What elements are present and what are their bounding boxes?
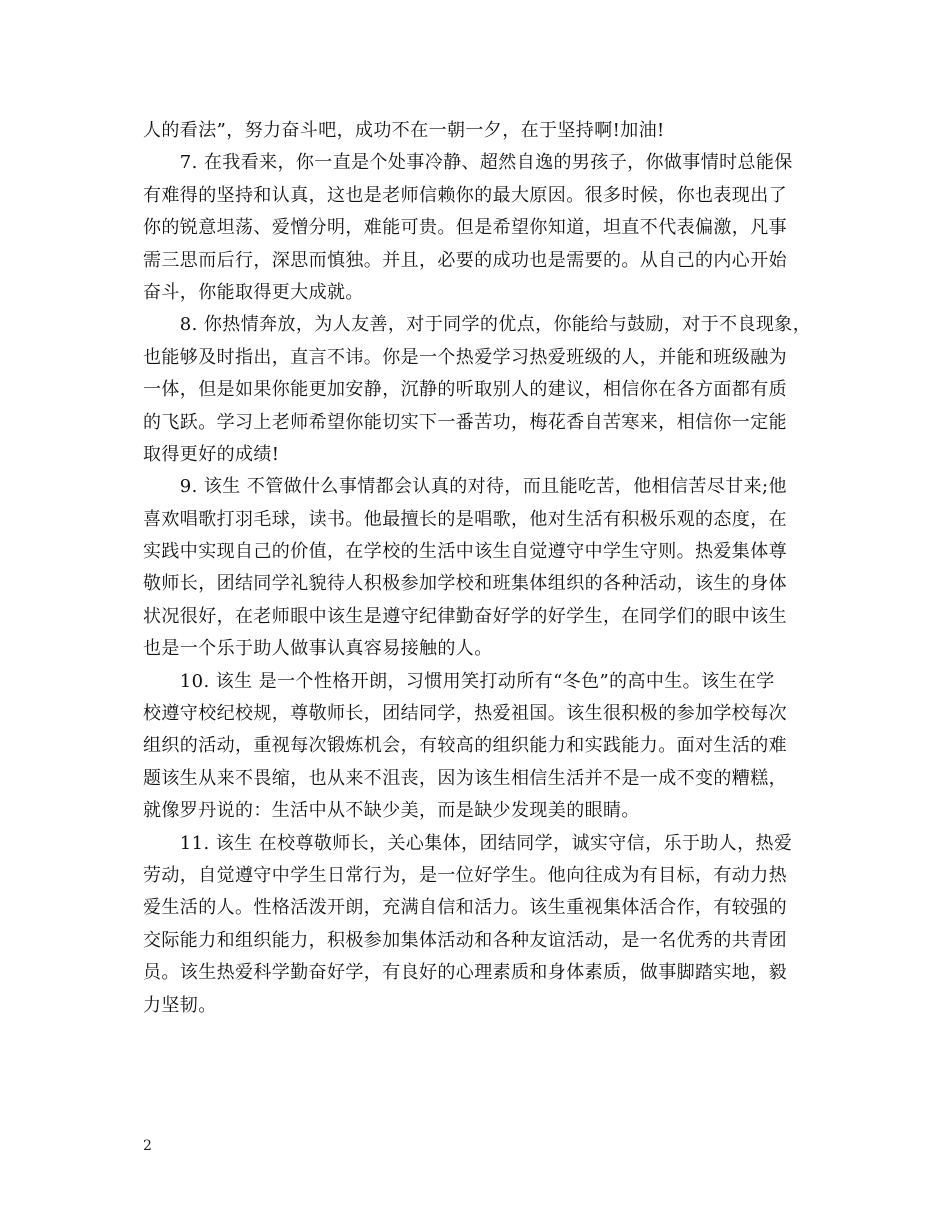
text-line: 题该生从来不畏缩，也从来不沮丧，因为该生相信生活并不是一成不变的糟糕， bbox=[143, 767, 787, 789]
text-line: 也是一个乐于助人做事认真容易接触的人。 bbox=[143, 638, 493, 660]
text-line: 9. 该生 不管做什么事情都会认真的对待，而且能吃苦，他相信苦尽甘来;他 bbox=[143, 476, 787, 498]
text-line: 7. 在我看来，你一直是个处事冷静、超然自逸的男孩子，你做事情时总能保 bbox=[143, 152, 793, 174]
text-line: 校遵守校纪校规，尊敬师长，团结同学，热爱祖国。该生很积极的参加学校每次 bbox=[143, 703, 787, 725]
text-line: 爱生活的人。性格活泼开朗，充满自信和活力。该生重视集体活合作，有较强的 bbox=[143, 897, 787, 919]
page-number: 2 bbox=[143, 1138, 152, 1154]
text-line: 人的看法”，努力奋斗吧，成功不在一朝一夕，在于坚持啊!加油! bbox=[143, 120, 665, 141]
text-line: 一体，但是如果你能更加安静，沉静的听取别人的建议，相信你在各方面都有质 bbox=[143, 379, 787, 401]
text-line: 组织的活动，重视每次锻炼机会，有较高的组织能力和实践能力。面对生活的难 bbox=[143, 735, 787, 757]
text-line: 需三思而后行，深思而慎独。并且，必要的成功也是需要的。从自己的内心开始 bbox=[143, 249, 787, 271]
text-line: 有难得的坚持和认真，这也是老师信赖你的最大原因。很多时候，你也表现出了 bbox=[143, 184, 787, 206]
text-line: 的飞跃。学习上老师希望你能切实下一番苦功，梅花香自苦寒来，相信你一定能 bbox=[143, 411, 787, 433]
body-text bbox=[143, 115, 823, 1022]
text-line: 10. 该生 是一个性格开朗，习惯用笑打动所有“冬色”的高中生。该生在学 bbox=[143, 670, 775, 692]
text-line: 8. 你热情奔放，为人友善，对于同学的优点，你能给与鼓励，对于不良现象， bbox=[143, 314, 812, 336]
text-line: 喜欢唱歌打羽毛球，读书。他最擅长的是唱歌，他对生活有积极乐观的态度，在 bbox=[143, 508, 787, 530]
text-line: 劳动，自觉遵守中学生日常行为，是一位好学生。他向往成为有目标，有动力热 bbox=[143, 864, 787, 886]
text-line: 状况很好，在老师眼中该生是遵守纪律勤奋好学的好学生，在同学们的眼中该生 bbox=[143, 605, 787, 627]
text-line: 就像罗丹说的：生活中从不缺少美，而是缺少发现美的眼睛。 bbox=[143, 800, 640, 822]
text-line: 员。该生热爱科学勤奋好学，有良好的心理素质和身体素质，做事脚踏实地，毅 bbox=[143, 962, 787, 984]
text-line: 11. 该生 在校尊敬师长，关心集体，团结同学，诚实守信，乐于助人，热爱 bbox=[143, 832, 793, 854]
text-line: 实践中实现自己的价值，在学校的生活中该生自觉遵守中学生守则。热爱集体尊 bbox=[143, 541, 787, 563]
text-line: 你的锐意坦荡、爱憎分明，难能可贵。但是希望你知道，坦直不代表偏激，凡事 bbox=[143, 217, 787, 239]
text-line: 力坚韧。 bbox=[143, 994, 217, 1016]
text-line: 奋斗，你能取得更大成就。 bbox=[143, 281, 364, 303]
text-line: 交际能力和组织能力，积极参加集体活动和各种友谊活动，是一名优秀的共青团 bbox=[143, 929, 787, 951]
text-line: 也能够及时指出，直言不讳。你是一个热爱学习热爱班级的人，并能和班级融为 bbox=[143, 346, 787, 368]
text-line: 取得更好的成绩! bbox=[143, 443, 280, 465]
text-line: 敬师长，团结同学礼貌待人积极参加学校和班集体组织的各种活动，该生的身体 bbox=[143, 573, 787, 595]
